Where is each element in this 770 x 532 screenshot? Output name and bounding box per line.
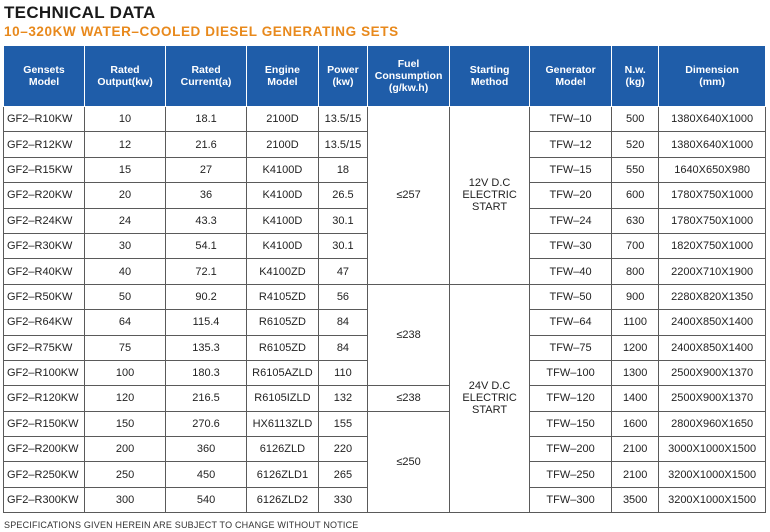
header-line: Starting — [469, 64, 510, 76]
cell-engine-model: K4100D — [247, 233, 319, 258]
cell-net-weight: 1600 — [612, 411, 659, 436]
cell-gensets-model: GF2–R75KW — [4, 335, 85, 360]
cell-power: 47 — [318, 259, 367, 284]
cell-gensets-model: GF2–R250KW — [4, 462, 85, 487]
cell-power: 155 — [318, 411, 367, 436]
table-row — [4, 284, 766, 309]
table-header-row — [4, 46, 766, 107]
cell-net-weight: 2100 — [612, 462, 659, 487]
cell-dimension: 1780X750X1000 — [659, 208, 766, 233]
cell-power: 84 — [318, 335, 367, 360]
header-line: Current(a) — [180, 76, 232, 88]
cell-net-weight: 900 — [612, 284, 659, 309]
cell-rated-current: 270.6 — [166, 411, 247, 436]
page-subtitle: 10–320KW WATER–COOLED DIESEL GENERATING SETS — [4, 24, 399, 39]
cell-net-weight: 1400 — [612, 386, 659, 411]
cell-engine-model: R6105IZLD — [247, 386, 319, 411]
cell-generator-model: TFW–50 — [530, 284, 612, 309]
header-net-weight — [612, 46, 659, 107]
header-line: Output(kw) — [97, 76, 153, 88]
cell-rated-current: 27 — [166, 157, 247, 182]
cell-engine-model: 6126ZLD2 — [247, 487, 319, 512]
cell-dimension: 2800X960X1650 — [659, 411, 766, 436]
cell-rated-current: 36 — [166, 183, 247, 208]
cell-generator-model: TFW–40 — [530, 259, 612, 284]
cell-gensets-model: GF2–R120KW — [4, 386, 85, 411]
cell-power: 110 — [318, 360, 367, 385]
cell-gensets-model: GF2–R15KW — [4, 157, 85, 182]
cell-rated-output: 10 — [85, 107, 166, 132]
cell-generator-model: TFW–30 — [530, 233, 612, 258]
cell-engine-model: K4100ZD — [247, 259, 319, 284]
cell-gensets-model: GF2–R300KW — [4, 487, 85, 512]
cell-gensets-model: GF2–R64KW — [4, 310, 85, 335]
cell-power: 30.1 — [318, 208, 367, 233]
cell-engine-model: 6126ZLD1 — [247, 462, 319, 487]
cell-dimension: 1380X640X1000 — [659, 132, 766, 157]
cell-engine-model: 6126ZLD — [247, 437, 319, 462]
cell-rated-output: 20 — [85, 183, 166, 208]
table-row — [4, 107, 766, 132]
technical-data-table — [3, 45, 766, 513]
header-line: Model — [267, 76, 298, 88]
cell-fuel-consumption: ≤257 — [368, 107, 450, 285]
cell-generator-model: TFW–10 — [530, 107, 612, 132]
cell-rated-output: 200 — [85, 437, 166, 462]
cell-gensets-model: GF2–R50KW — [4, 284, 85, 309]
cell-engine-model: R6105ZD — [247, 310, 319, 335]
cell-starting-method: 24V D.C ELECTRIC START — [450, 284, 530, 513]
footer-note: SPECIFICATIONS GIVEN HEREIN ARE SUBJECT TO CHANGE WITHOUT NOTICE — [4, 520, 359, 530]
cell-gensets-model: GF2–R150KW — [4, 411, 85, 436]
cell-rated-current: 21.6 — [166, 132, 247, 157]
cell-rated-current: 18.1 — [166, 107, 247, 132]
cell-power: 330 — [318, 487, 367, 512]
cell-gensets-model: GF2–R12KW — [4, 132, 85, 157]
cell-engine-model: R4105ZD — [247, 284, 319, 309]
cell-net-weight: 520 — [612, 132, 659, 157]
cell-generator-model: TFW–200 — [530, 437, 612, 462]
cell-rated-current: 540 — [166, 487, 247, 512]
cell-net-weight: 550 — [612, 157, 659, 182]
header-engine-model — [247, 46, 319, 107]
header-line: Dimension — [685, 64, 739, 76]
cell-rated-current: 115.4 — [166, 310, 247, 335]
header-line: Model — [555, 76, 586, 88]
cell-gensets-model: GF2–R100KW — [4, 360, 85, 385]
cell-net-weight: 1100 — [612, 310, 659, 335]
cell-net-weight: 800 — [612, 259, 659, 284]
cell-generator-model: TFW–24 — [530, 208, 612, 233]
cell-rated-output: 75 — [85, 335, 166, 360]
header-line: Power — [327, 64, 359, 76]
cell-generator-model: TFW–300 — [530, 487, 612, 512]
header-line: Model — [28, 76, 60, 88]
cell-gensets-model: GF2–R24KW — [4, 208, 85, 233]
cell-generator-model: TFW–75 — [530, 335, 612, 360]
cell-generator-model: TFW–150 — [530, 411, 612, 436]
cell-power: 13.5/15 — [318, 107, 367, 132]
cell-dimension: 3200X1000X1500 — [659, 487, 766, 512]
cell-rated-output: 300 — [85, 487, 166, 512]
cell-rated-current: 180.3 — [166, 360, 247, 385]
cell-net-weight: 1200 — [612, 335, 659, 360]
cell-net-weight: 630 — [612, 208, 659, 233]
cell-engine-model: 2100D — [247, 132, 319, 157]
cell-dimension: 2400X850X1400 — [659, 335, 766, 360]
header-line: Method — [470, 76, 509, 88]
cell-gensets-model: GF2–R10KW — [4, 107, 85, 132]
header-line: (kw) — [332, 76, 354, 88]
cell-power: 30.1 — [318, 233, 367, 258]
cell-gensets-model: GF2–R40KW — [4, 259, 85, 284]
cell-generator-model: TFW–20 — [530, 183, 612, 208]
cell-engine-model: K4100D — [247, 157, 319, 182]
cell-net-weight: 2100 — [612, 437, 659, 462]
cell-engine-model: 2100D — [247, 107, 319, 132]
cell-rated-current: 43.3 — [166, 208, 247, 233]
cell-power: 18 — [318, 157, 367, 182]
cell-power: 220 — [318, 437, 367, 462]
header-starting-method — [450, 46, 530, 107]
cell-rated-output: 100 — [85, 360, 166, 385]
cell-rated-output: 64 — [85, 310, 166, 335]
cell-net-weight: 600 — [612, 183, 659, 208]
cell-rated-output: 15 — [85, 157, 166, 182]
cell-rated-current: 135.3 — [166, 335, 247, 360]
cell-generator-model: TFW–12 — [530, 132, 612, 157]
header-dimension — [659, 46, 766, 107]
cell-rated-output: 150 — [85, 411, 166, 436]
cell-net-weight: 1300 — [612, 360, 659, 385]
cell-rated-current: 216.5 — [166, 386, 247, 411]
cell-net-weight: 700 — [612, 233, 659, 258]
cell-gensets-model: GF2–R30KW — [4, 233, 85, 258]
cell-rated-output: 120 — [85, 386, 166, 411]
table-row — [4, 411, 766, 436]
cell-generator-model: TFW–64 — [530, 310, 612, 335]
cell-rated-output: 12 — [85, 132, 166, 157]
cell-power: 26.5 — [318, 183, 367, 208]
header-line: Consumption — [374, 70, 443, 82]
header-power — [318, 46, 367, 107]
table-body — [4, 107, 766, 513]
cell-fuel-consumption: ≤238 — [368, 386, 450, 411]
header-line: (g/kw.h) — [388, 82, 429, 94]
cell-dimension: 2500X900X1370 — [659, 360, 766, 385]
cell-dimension: 1780X750X1000 — [659, 183, 766, 208]
table-row — [4, 386, 766, 411]
cell-rated-output: 50 — [85, 284, 166, 309]
page-title: TECHNICAL DATA — [4, 3, 156, 22]
cell-dimension: 2280X820X1350 — [659, 284, 766, 309]
cell-dimension: 1820X750X1000 — [659, 233, 766, 258]
header-fuel-consumption — [368, 46, 450, 107]
cell-engine-model: R6105ZD — [247, 335, 319, 360]
cell-rated-current: 360 — [166, 437, 247, 462]
cell-rated-output: 30 — [85, 233, 166, 258]
cell-dimension: 3000X1000X1500 — [659, 437, 766, 462]
header-rated-output — [85, 46, 166, 107]
cell-generator-model: TFW–120 — [530, 386, 612, 411]
header-line: Engine — [264, 64, 300, 76]
cell-engine-model: HX6113ZLD — [247, 411, 319, 436]
cell-rated-current: 90.2 — [166, 284, 247, 309]
header-line: Generator — [545, 64, 596, 76]
cell-gensets-model: GF2–R200KW — [4, 437, 85, 462]
cell-power: 84 — [318, 310, 367, 335]
header-line: Rated — [110, 64, 140, 76]
cell-fuel-consumption: ≤238 — [368, 284, 450, 386]
cell-generator-model: TFW–15 — [530, 157, 612, 182]
cell-rated-output: 40 — [85, 259, 166, 284]
cell-generator-model: TFW–250 — [530, 462, 612, 487]
cell-power: 265 — [318, 462, 367, 487]
cell-net-weight: 3500 — [612, 487, 659, 512]
cell-engine-model: R6105AZLD — [247, 360, 319, 385]
header-line: N.w. — [624, 64, 646, 76]
cell-power: 13.5/15 — [318, 132, 367, 157]
cell-rated-current: 450 — [166, 462, 247, 487]
header-gensets-model — [4, 46, 85, 107]
cell-dimension: 1380X640X1000 — [659, 107, 766, 132]
cell-fuel-consumption: ≤250 — [368, 411, 450, 513]
cell-gensets-model: GF2–R20KW — [4, 183, 85, 208]
cell-rated-output: 250 — [85, 462, 166, 487]
cell-starting-method: 12V D.C ELECTRIC START — [450, 107, 530, 285]
cell-net-weight: 500 — [612, 107, 659, 132]
header-line: (kg) — [625, 76, 645, 88]
cell-generator-model: TFW–100 — [530, 360, 612, 385]
cell-power: 56 — [318, 284, 367, 309]
header-generator-model — [530, 46, 612, 107]
cell-rated-output: 24 — [85, 208, 166, 233]
header-line: (mm) — [699, 76, 725, 88]
cell-engine-model: K4100D — [247, 208, 319, 233]
cell-rated-current: 54.1 — [166, 233, 247, 258]
header-line: Gensets — [23, 64, 65, 76]
cell-rated-current: 72.1 — [166, 259, 247, 284]
cell-engine-model: K4100D — [247, 183, 319, 208]
cell-dimension: 2400X850X1400 — [659, 310, 766, 335]
cell-dimension: 2200X710X1900 — [659, 259, 766, 284]
cell-dimension: 3200X1000X1500 — [659, 462, 766, 487]
header-rated-current — [166, 46, 247, 107]
cell-dimension: 2500X900X1370 — [659, 386, 766, 411]
cell-dimension: 1640X650X980 — [659, 157, 766, 182]
cell-power: 132 — [318, 386, 367, 411]
header-line: Fuel — [397, 58, 420, 70]
header-line: Rated — [191, 64, 221, 76]
